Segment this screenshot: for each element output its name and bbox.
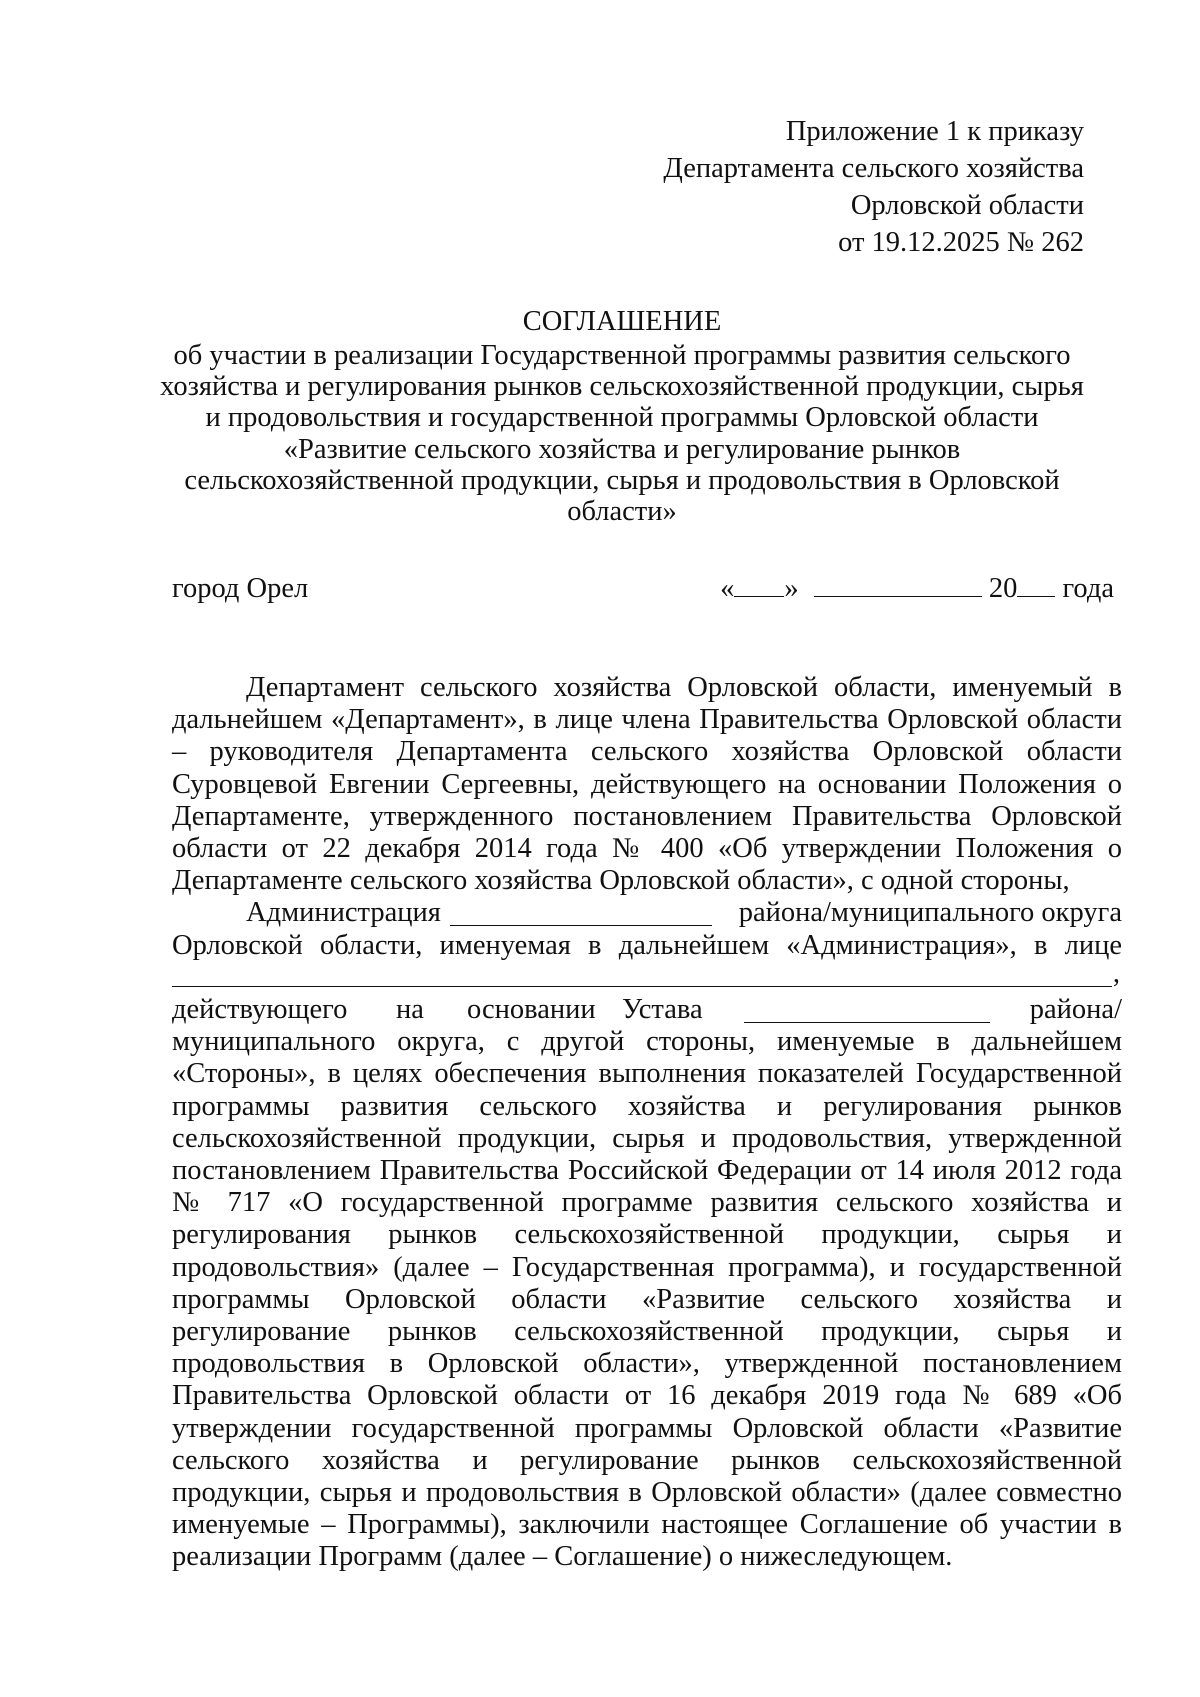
month-blank [814,574,982,597]
subtitle-line: и продовольствия и государственной программы Орловской области [205,402,1039,434]
document-title: СОГЛАШЕНИЕ [522,306,722,337]
charter-district-blank [744,1000,990,1023]
appendix-order-date: от 19.12.2025 № 262 [838,227,1084,258]
close-quote: » [784,573,799,604]
appendix-header [663,113,1084,261]
representative-blank [172,986,1112,987]
appendix-line: Орловской области [850,190,1084,221]
district-name-blank [450,903,712,926]
city-name: город Орел [172,573,309,604]
paragraph-department: Департамент сельского хозяйства Орловской области, именуемый в дальнейшем «Департамент», в лице члена Правительства Орловской области – руководителя Департамента сельского хозяйства Орловской области Суровцевой Евгении Сергеевны, действующего на основании Положения о Департаменте, утвержденного постановлением Правительства Орловской области от 22 декабря 2014 года № 400 «Об утверждении Положения о Департаменте сельского хозяйства Орловской области», с одной стороны, [172,672,1122,897]
agreement-body [172,672,1122,1574]
subtitle-line: сельскохозяйственной продукции, сырья и продовольствия в Орловской [184,464,1060,496]
place-date-line [172,573,1122,605]
open-quote: « [720,573,735,604]
document-subtitle [160,340,1084,527]
year-word: года [1062,573,1114,604]
charter-word: основании [467,994,596,1025]
year-blank [1017,574,1055,597]
district-tail: района/муниципального округа [738,897,1122,929]
subtitle-line: области» [567,496,677,528]
appendix-line: Департамента сельского хозяйства [663,153,1084,184]
administration-line [172,897,1122,929]
subtitle-line: «Развитие сельского хозяйства и регулирование рынков [283,433,961,465]
subtitle-line: хозяйства и регулирования рынков сельскохозяйственной продукции, сырья [160,371,1084,403]
charter-word: Устава [622,994,703,1025]
comma: , [1112,957,1120,989]
subtitle-line: об участии в реализации Государственной программы развития сельского [173,340,1071,371]
administration-line-2: Орловской области, именуемая в дальнейшем «Администрация», в лице [172,929,1122,961]
charter-line [172,994,1122,1026]
appendix-line: Приложение 1 к приказу [785,116,1084,147]
year-prefix: 20 [988,573,1018,604]
day-blank [734,574,784,597]
representative-blank-line [172,957,1122,994]
date-field [720,573,1114,605]
charter-word: района/ [1029,994,1122,1025]
charter-word: на [396,994,424,1025]
administration-word: Администрация [246,897,441,929]
paragraph-administration: муниципального округа, с другой стороны, именуемые в дальнейшем «Стороны», в целях обеспечения выполнения показателей Государственной программы развития сельского хозяйства и регулирования рынков сельскохозяйственной продукции, сырья и продовольствия, утвержденной постановлением Правительства Российской Федерации от 14 июля 2012 года № 717 «О государственной программе развития сельского хозяйства и регулирования рынков сельскохозяйственной продукции, сырья и продовольствия» (далее – Государственная программа), и государственной программы Орловской области «Развитие сельского хозяйства и регулирование рынков сельскохозяйственной продукции, сырья и продовольствия в Орловской области», утвержденной постановлением Правительства Орловской области от 16 декабря 2019 года № 689 «Об утверждении государственной программы Орловской области «Развитие сельского хозяйства и регулирование рынков сельскохозяйственной продукции, сырья и продовольствия в Орловской области» (далее совместно именуемые – Программы), заключили настоящее Соглашение об участии в реализации Программ (далее – Соглашение) о нижеследующем. [172,1026,1122,1573]
charter-word: действующего [172,994,348,1025]
